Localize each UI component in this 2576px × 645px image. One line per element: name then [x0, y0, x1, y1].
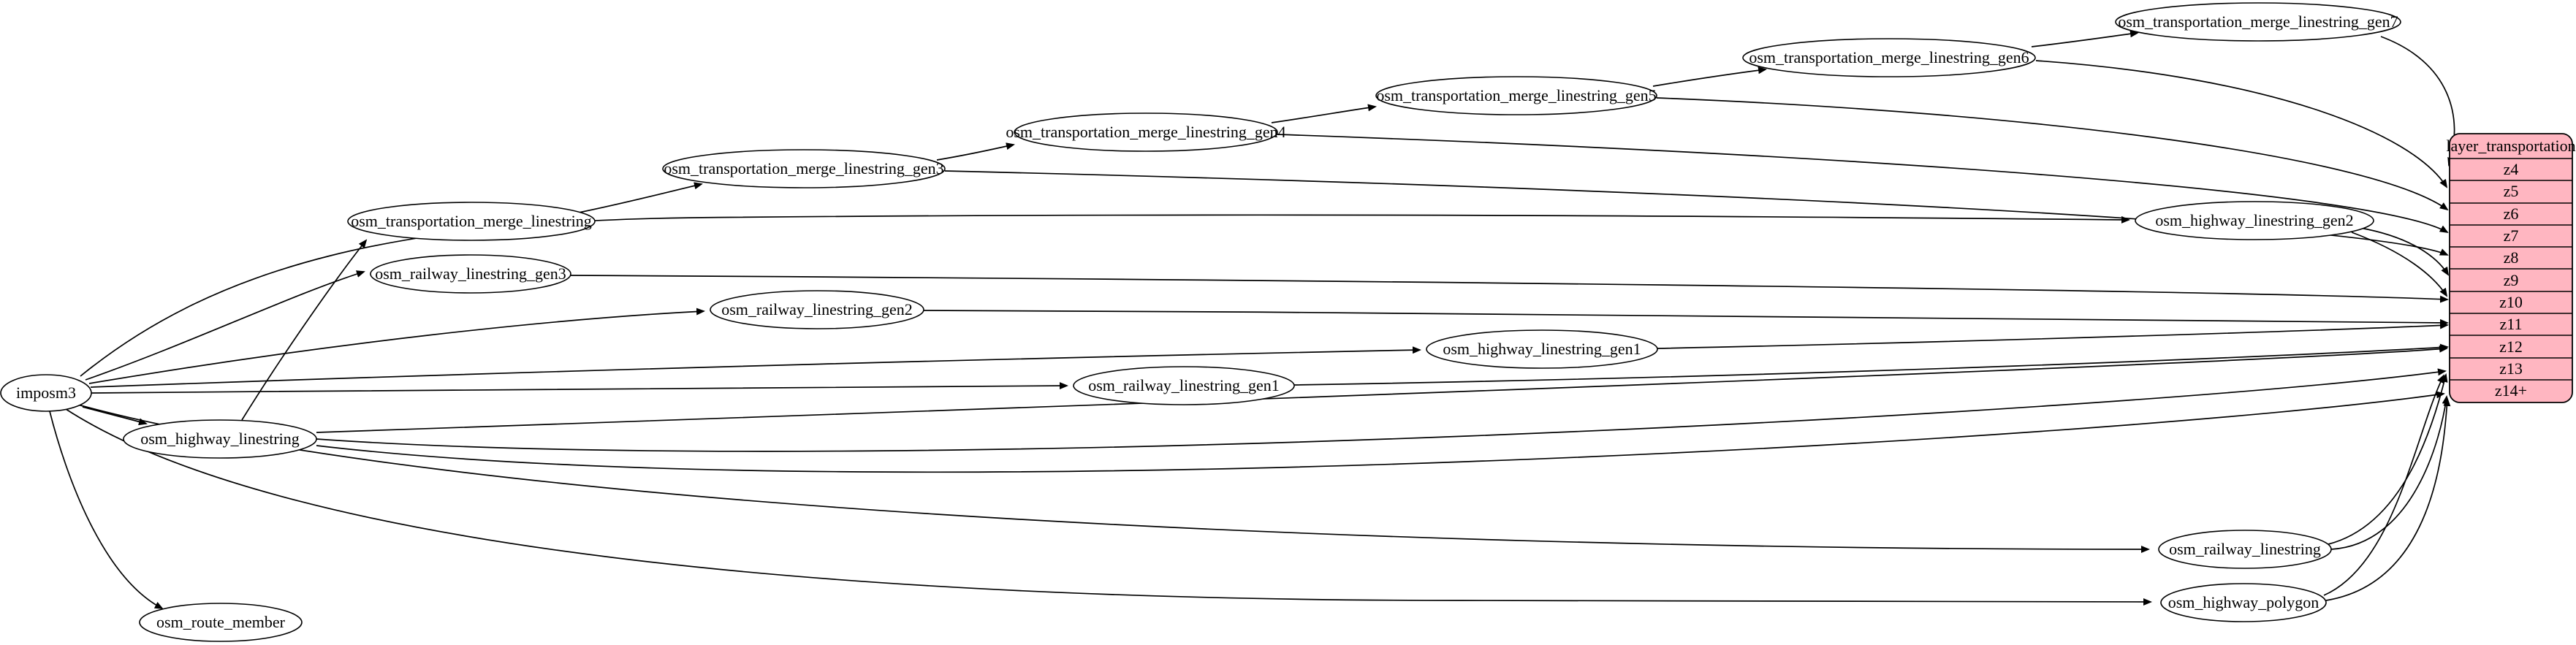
node-osm_highway_polygon	[2161, 584, 2326, 622]
edge-imposm3-to-osm_highway_polygon	[66, 409, 2151, 602]
node-gen6-label: osm_transportation_merge_linestring_gen6	[1749, 48, 2029, 67]
node-imposm3-label: imposm3	[16, 383, 76, 402]
node-osm_highway_polygon-label: osm_highway_polygon	[2167, 593, 2319, 612]
edge-railway-to-z14	[2331, 397, 2447, 549]
node-rwgen3-label: osm_railway_linestring_gen3	[375, 264, 566, 283]
table-row-z9: z9	[2503, 271, 2519, 290]
node-hwgen1-label: osm_highway_linestring_gen1	[1443, 340, 1641, 359]
node-osm_railway_linestring-label: osm_railway_linestring	[2169, 540, 2321, 559]
node-osm_transportation_merge_linestring_gen4	[1006, 113, 1285, 151]
edge-imposm3-to-osm_railway_linestring_gen1	[91, 386, 1067, 393]
edge-gen6-to-gen7	[2032, 33, 2138, 47]
edge-hwgen1-to-z11	[1657, 325, 2447, 348]
edge-imposm3-to-osm_railway_linestring_gen3	[86, 272, 364, 380]
edge-gen4-to-gen5	[1272, 107, 1375, 123]
nodes	[1, 3, 2401, 641]
edge-imposm3-to-osm_highway_linestring	[83, 407, 146, 424]
node-hwgen2-label: osm_highway_linestring_gen2	[2155, 211, 2354, 230]
node-gen7-label: osm_transportation_merge_linestring_gen7	[2118, 12, 2398, 31]
edge-polygon-to-z13	[2324, 375, 2444, 595]
node-gen3-label: osm_transportation_merge_linestring_gen3	[664, 159, 944, 178]
node-osm_transportation_merge_linestring_gen6	[1743, 39, 2035, 77]
node-osm_railway_linestring_gen3	[371, 255, 571, 293]
node-osm_railway_linestring	[2159, 530, 2331, 568]
node-osm_transportation_merge_linestring_gen5	[1376, 77, 1657, 115]
edge-railway-to-z13	[2328, 375, 2446, 544]
edge-merge-to-gen3	[579, 184, 702, 213]
edge-gen7-to-z4	[2381, 37, 2455, 165]
node-osm_route_member	[140, 603, 302, 641]
node-rwgen1-label: osm_railway_linestring_gen1	[1088, 376, 1280, 395]
table-row-z11: z11	[2499, 315, 2523, 334]
edge-osm_highway_linestring-to-osm_transportation_merge_linestring	[242, 240, 366, 420]
node-merge-label: osm_transportation_merge_linestring	[351, 212, 592, 231]
table-row-z8: z8	[2503, 248, 2519, 267]
table-row-z12: z12	[2499, 337, 2523, 356]
node-osm_transportation_merge_linestring_gen3	[663, 150, 945, 188]
edge-hwgen2-to-z10	[2352, 232, 2447, 296]
edge-gen3-to-gen4	[937, 145, 1014, 160]
edge-imposm3-to-osm_railway_linestring	[75, 404, 2148, 549]
table-row-z10: z10	[2499, 293, 2523, 312]
node-imposm3	[1, 375, 91, 411]
edge-gen5-to-z6	[1657, 98, 2447, 210]
node-rwgen2-label: osm_railway_linestring_gen2	[721, 300, 913, 319]
layer-transportation-table	[2446, 134, 2575, 402]
node-gen5-label: osm_transportation_merge_linestring_gen5	[1376, 86, 1657, 105]
node-osm_highway_linestring-label: osm_highway_linestring	[140, 430, 300, 449]
edge-gen5-to-gen6	[1653, 69, 1766, 86]
edge-highway-to-z12	[316, 348, 2447, 432]
edge-imposm3-to-osm_highway_linestring_gen2	[80, 215, 2129, 376]
node-osm_railway_linestring_gen2	[710, 291, 924, 329]
node-osm_route_member-label: osm_route_member	[156, 613, 285, 632]
node-osm_transportation_merge_linestring	[348, 202, 595, 240]
edge-rwgen2-to-z11	[924, 310, 2447, 323]
table-row-z14: z14+	[2494, 381, 2528, 400]
node-osm_highway_linestring	[124, 420, 316, 458]
node-osm_highway_linestring_gen1	[1426, 330, 1657, 368]
edge-imposm3-to-osm_railway_linestring_gen2	[89, 311, 704, 383]
table-row-z6: z6	[2503, 205, 2519, 224]
table-row-z13: z13	[2499, 359, 2523, 378]
node-osm_highway_linestring_gen2	[2135, 202, 2374, 240]
node-gen4-label: osm_transportation_merge_linestring_gen4	[1006, 123, 1286, 142]
edge-gen6-to-z5	[2036, 61, 2447, 187]
edges	[50, 33, 2455, 608]
table-row-z5: z5	[2503, 182, 2519, 201]
table-row-z4: z4	[2503, 160, 2519, 179]
table-row-z7: z7	[2503, 226, 2519, 245]
edge-highway-to-z14	[316, 394, 2444, 472]
node-osm_transportation_merge_linestring_gen7	[2116, 3, 2401, 41]
node-osm_railway_linestring_gen1	[1074, 367, 1294, 405]
table-title: layer_transportation	[2446, 137, 2576, 156]
